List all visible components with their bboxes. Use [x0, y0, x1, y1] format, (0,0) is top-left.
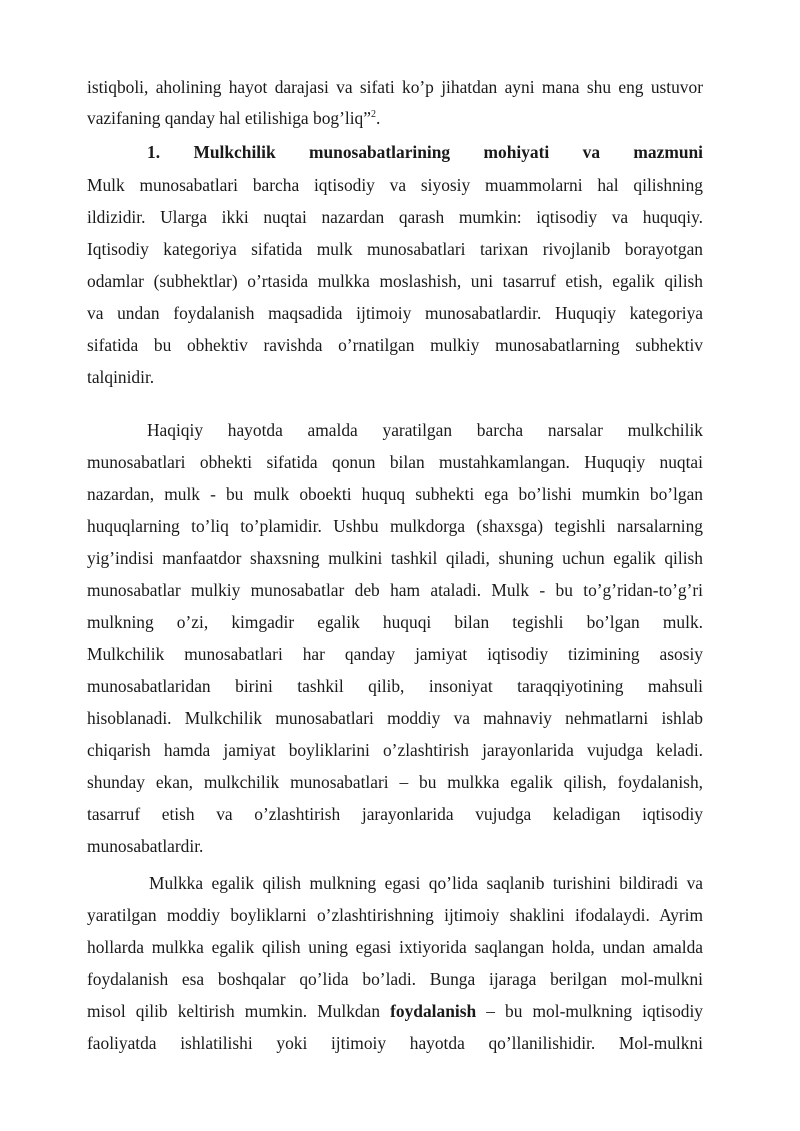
paragraph-text: vazifaning qanday hal etilishiga bog’liq” [87, 108, 371, 128]
paragraph-text: . [375, 108, 381, 128]
paragraph-line: yaratilgan moddiy boyliklarni o’zlashtirishning ijtimoiy shaklini ifodalaydi. Ayrim [87, 905, 703, 925]
paragraph-line: Mulk munosabatlari barcha iqtisodiy va siyosiy muammolarni hal qilishning [87, 175, 703, 195]
paragraph-line: yig’indisi manfaatdor shaxsning mulkini tashkil qiladi, shuning uchun egalik qilish [87, 548, 703, 568]
paragraph-line: odamlar (subhektlar) o’rtasida mulkka moslashish, uni tasarruf etish, egalik qilish [87, 271, 703, 291]
paragraph-line: munosabatlardir. [87, 836, 204, 856]
paragraph-text: misol qilib keltirish mumkin. Mulkdan [87, 1001, 391, 1021]
paragraph-line: istiqboli, aholining hayot darajasi va sifati ko’p jihatdan ayni mana shu eng ustuvor [87, 77, 703, 97]
paragraph-line: huquqlarning to’liq to’plamidir. Ushbu mulkdorga (shaxsga) tegishli narsalarning [87, 516, 703, 536]
paragraph-line: ildizidir. Ularga ikki nuqtai nazardan qarash mumkin: iqtisodiy va huquqiy. [87, 207, 703, 227]
paragraph-line: nazardan, mulk - bu mulk oboekti huquq subhekti ega bo’lishi mumkin bo’lgan [87, 484, 703, 504]
paragraph-line: hollarda mulkka egalik qilish uning egasi ixtiyorida saqlangan holda, undan amalda [87, 937, 703, 957]
heading-number: 1. [147, 142, 161, 162]
paragraph-line: talqinidir. [87, 367, 155, 387]
heading-text: Mulkchilik munosabatlarining mohiyati va mazmuni [193, 142, 703, 162]
paragraph-line: munosabatlaridan birini tashkil qilib, insoniyat taraqqiyotining mahsuli [87, 676, 703, 696]
section-heading [147, 140, 703, 164]
bold-term: foydalanish [390, 1001, 477, 1021]
paragraph-line: Iqtisodiy kategoriya sifatida mulk munosabatlari tarixan rivojlanib borayotgan [87, 239, 703, 259]
paragraph-line: foydalanish esa boshqalar qo’lida bo’ladi. Bunga ijaraga berilgan mol-mulkni [87, 969, 703, 989]
paragraph-line: munosabatlari obhekti sifatida qonun bilan mustahkamlangan. Huquqiy nuqtai [87, 452, 703, 472]
paragraph-line: faoliyatda ishlatilishi yoki ijtimoiy hayotda qo’llanilishidir. Mol-mulkni [87, 1033, 703, 1053]
paragraph-line: hisoblanadi. Mulkchilik munosabatlari moddiy va mahnaviy nehmatlarni ishlab [87, 708, 703, 728]
paragraph-line: mulkning o’zi, kimgadir egalik huquqi bilan tegishli bo’lgan mulk. [87, 612, 703, 632]
paragraph-line: tasarruf etish va o’zlashtirish jarayonlarida vujudga keladigan iqtisodiy [87, 804, 703, 824]
footnote-reference[interactable]: 2 [370, 109, 376, 120]
paragraph-line [87, 999, 703, 1023]
paragraph-line: shunday ekan, mulkchilik munosabatlari – bu mulkka egalik qilish, foydalanish, [87, 772, 703, 792]
paragraph-line: va undan foydalanish maqsadida ijtimoiy munosabatlardir. Huquqiy kategoriya [87, 303, 703, 323]
paragraph-line: sifatida bu obhektiv ravishda o’rnatilgan mulkiy munosabatlarning subhektiv [87, 335, 703, 355]
paragraph-text: – bu mol-mulkning iqtisodiy [476, 1001, 703, 1021]
paragraph-line: Mulkka egalik qilish mulkning egasi qo’lida saqlanib turishini bildiradi va [149, 873, 703, 893]
paragraph-line: munosabatlar mulkiy munosabatlar deb ham ataladi. Mulk - bu to’g’ridan-to’g’ri [87, 580, 703, 600]
paragraph-line: Mulkchilik munosabatlari har qanday jamiyat iqtisodiy tizimining asosiy [87, 644, 703, 664]
paragraph-line: Haqiqiy hayotda amalda yaratilgan barcha narsalar mulkchilik [147, 420, 703, 440]
paragraph-line: chiqarish hamda jamiyat boyliklarini o’zlashtirish jarayonlarida vujudga keladi. [87, 740, 703, 760]
paragraph-line [87, 106, 703, 130]
